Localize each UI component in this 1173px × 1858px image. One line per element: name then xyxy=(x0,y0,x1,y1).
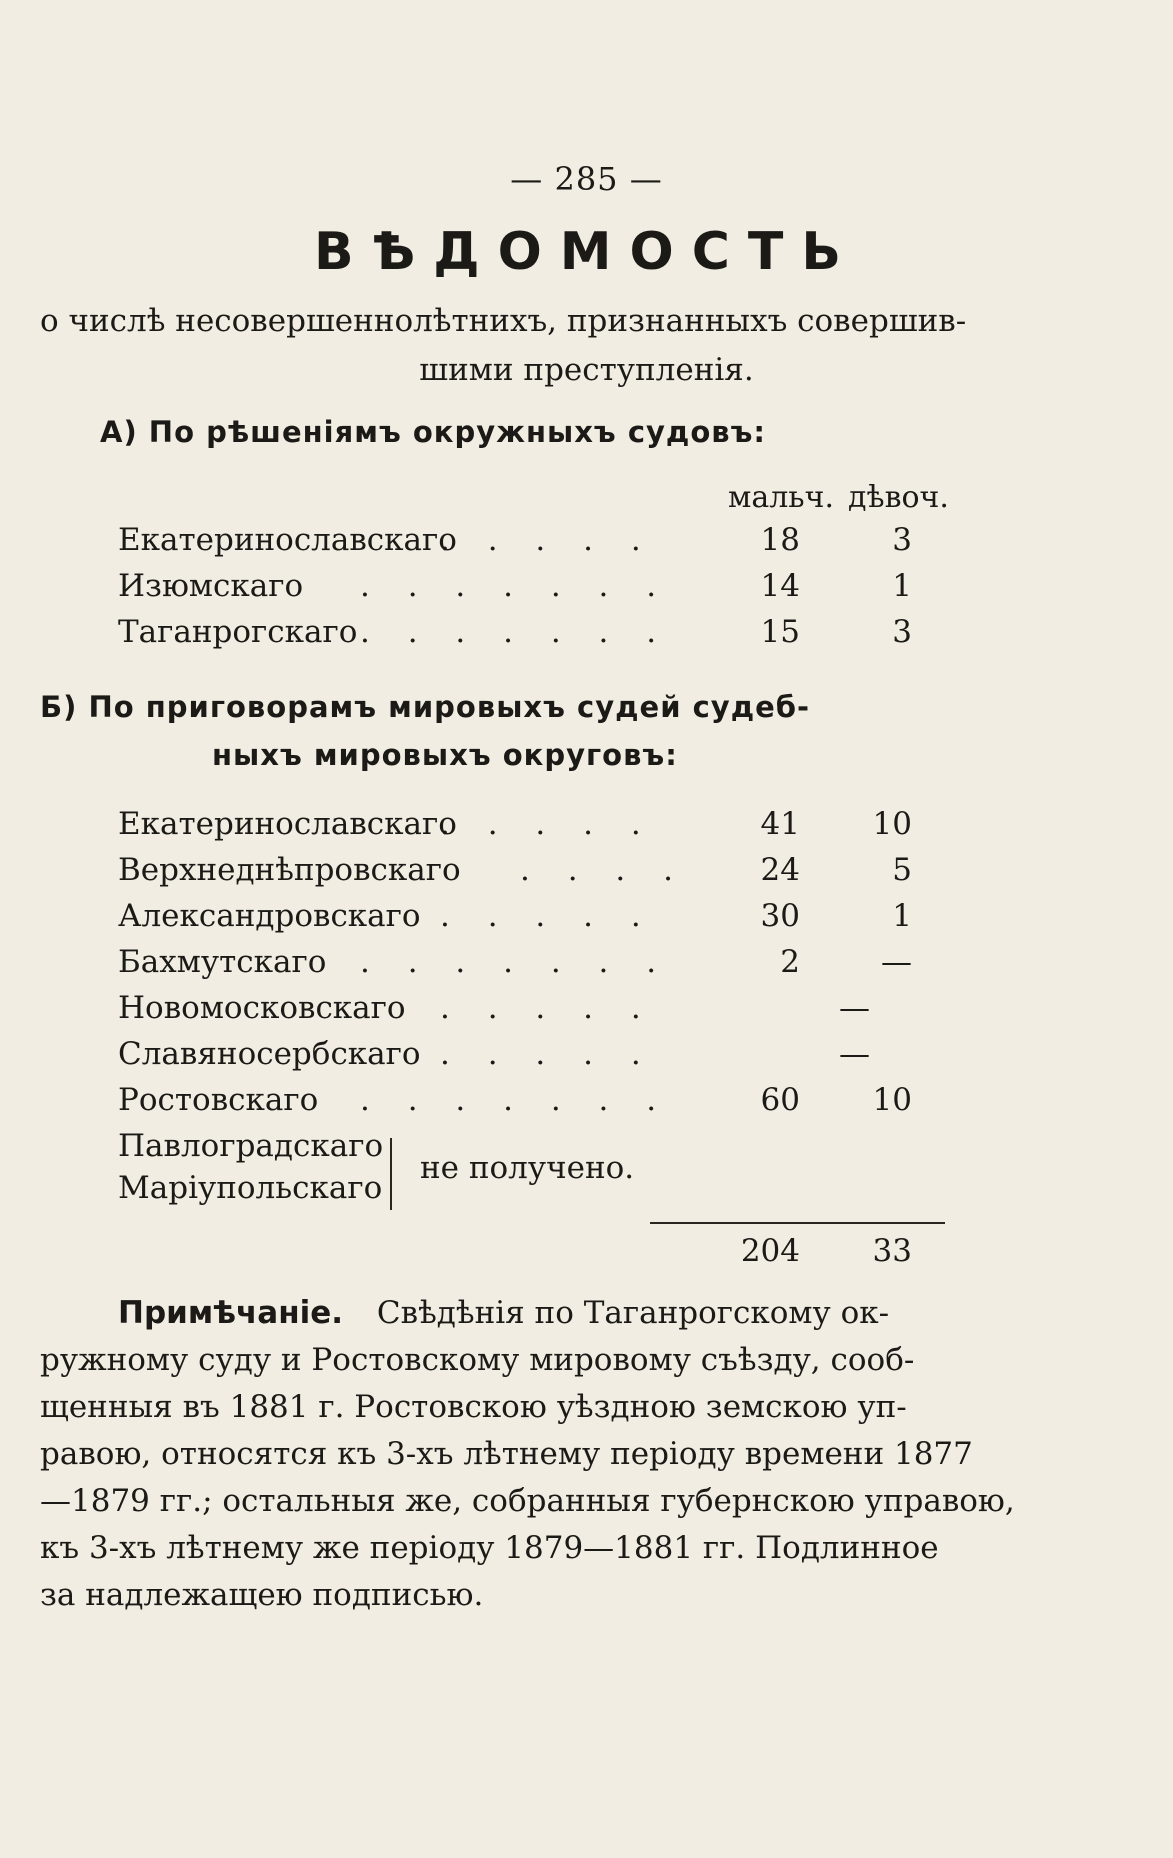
row-boys: 18 xyxy=(760,522,800,558)
row-boys: 30 xyxy=(760,898,800,934)
leader-dots: . . . . . . . xyxy=(360,568,671,604)
row-name-missing: Маріупольскаго xyxy=(118,1170,383,1206)
row-girls: 10 xyxy=(872,1082,912,1118)
note-line: къ 3-хъ лѣтнему же періоду 1879—1881 гг. Подлинное xyxy=(40,1530,939,1566)
leader-dots: . . . . . xyxy=(440,898,655,934)
leader-dots: . . . . . xyxy=(440,806,655,842)
leader-dots: . . . . . . . xyxy=(360,1082,671,1118)
document-title: ВѢДОМОСТЬ xyxy=(313,222,860,282)
page-number: — 285 — xyxy=(510,160,663,198)
total-boys: 204 xyxy=(740,1233,800,1269)
leader-dots: . . . . xyxy=(520,852,687,888)
row-girls: 10 xyxy=(872,806,912,842)
column-header-girls: дѣвоч. xyxy=(848,480,949,515)
row-boys: 15 xyxy=(760,614,800,650)
row-name: Славяносербскаго xyxy=(118,1036,421,1072)
total-girls: 33 xyxy=(872,1233,912,1269)
leader-dots: . . . . . . . xyxy=(360,944,671,980)
leader-dots: . . . . . xyxy=(440,1036,655,1072)
row-girls: 3 xyxy=(892,614,912,650)
note-label: Примѣчаніе. xyxy=(118,1295,344,1331)
row-name: Екатеринославскаго xyxy=(118,522,457,558)
row-girls: 1 xyxy=(892,898,912,934)
section-a-heading: А) По рѣшеніямъ окружныхъ судовъ: xyxy=(100,415,767,449)
section-b-heading-line-1: Б) По приговорамъ мировыхъ судей судеб- xyxy=(40,690,811,724)
row-name: Новомосковскаго xyxy=(118,990,406,1026)
row-boys: 14 xyxy=(760,568,800,604)
note-line: —1879 гг.; остальныя же, собранныя губернскою управою, xyxy=(40,1483,1015,1519)
row-girls: 5 xyxy=(892,852,912,888)
row-name: Изюмскаго xyxy=(118,568,304,604)
row-girls: 3 xyxy=(892,522,912,558)
note-first-line xyxy=(118,1295,952,1331)
row-boys: 60 xyxy=(760,1082,800,1118)
row-name: Верхнеднѣпровскаго xyxy=(118,852,461,888)
note-line: щенныя въ 1881 г. Ростовскою уѣздною земскою уп- xyxy=(40,1389,907,1425)
row-girls: 1 xyxy=(892,568,912,604)
leader-dots: . . . . . . . xyxy=(360,614,671,650)
subtitle-line-1: о числѣ несовершеннолѣтнихъ, признанныхъ совершив- xyxy=(40,303,967,339)
row-name: Бахмутскаго xyxy=(118,944,327,980)
row-girls: — xyxy=(881,944,912,980)
brace xyxy=(390,1138,392,1210)
row-name: Александровскаго xyxy=(118,898,421,934)
missing-note: не получено. xyxy=(420,1150,635,1186)
note-text: ружному суду и Ростовскому мировому съѣзду, сооб- xyxy=(40,1342,915,1378)
row-girls: — xyxy=(839,1036,870,1072)
row-name: Таганрогскаго xyxy=(118,614,358,650)
column-header-boys: мальч. xyxy=(728,480,834,515)
total-rule xyxy=(650,1222,945,1224)
note-line: Свѣдѣнія по Таганрогскому ок- xyxy=(376,1295,890,1331)
leader-dots: . . . . . xyxy=(440,522,655,558)
row-name: Ростовскаго xyxy=(118,1082,319,1118)
note-line xyxy=(40,1342,952,1378)
row-name-missing: Павлоградскаго xyxy=(118,1128,384,1164)
row-boys: 41 xyxy=(760,806,800,842)
row-girls: — xyxy=(839,990,870,1026)
row-name: Екатеринославскаго xyxy=(118,806,457,842)
note-line: за надлежащею подписью. xyxy=(40,1577,484,1613)
row-boys: 2 xyxy=(780,944,800,980)
leader-dots: . . . . . xyxy=(440,990,655,1026)
section-b-heading-line-2: ныхъ мировыхъ округовъ: xyxy=(212,738,678,772)
row-boys: 24 xyxy=(760,852,800,888)
note-line: равою, относятся къ 3-хъ лѣтнему періоду времени 1877 xyxy=(40,1436,973,1472)
subtitle-line-2: шими преступленія. xyxy=(419,352,754,388)
